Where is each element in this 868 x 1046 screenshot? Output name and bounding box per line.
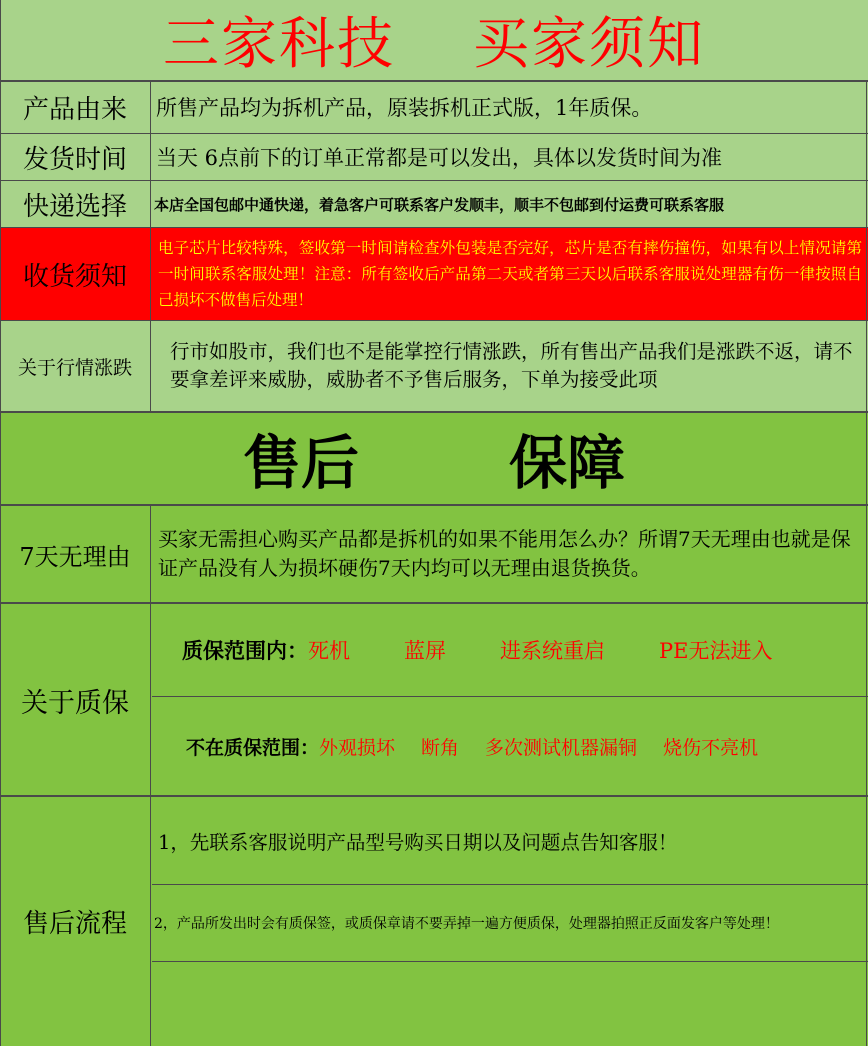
divider xyxy=(0,504,868,506)
in-scope-item: 蓝屏 xyxy=(404,639,446,663)
after-sales-title xyxy=(0,412,868,504)
notice-text-origin: 所售产品均为拆机产品，原装拆机正式版，1年质保。 xyxy=(156,96,653,120)
divider xyxy=(0,180,868,181)
warranty-in-scope xyxy=(182,604,864,696)
divider xyxy=(0,133,868,134)
warranty-out-scope xyxy=(186,697,864,795)
out-scope-item: 外观损坏 xyxy=(319,736,396,759)
process-label: 售后流程 xyxy=(22,909,127,939)
buyer-notice-title: 买家须知 xyxy=(473,12,705,77)
divider xyxy=(0,227,868,228)
divider xyxy=(0,411,868,413)
notice-text-shipping: 当天 6点前下的订单正常都是可以发出，具体以发货时间为准 xyxy=(156,146,723,170)
after-sales-title-right: 保障 xyxy=(509,429,626,497)
out-scope-item: 断角 xyxy=(421,736,460,759)
seven-day-label: 7天无理由 xyxy=(19,542,131,571)
notice-label-receiving: 收货须知 xyxy=(22,261,127,292)
seven-day-text: 买家无需担心购买产品都是拆机的如果不能用怎么办？所谓7天无理由也就是保证产品没有人为损坏硬伤7天内均可以无理由退货换货。 xyxy=(158,527,851,580)
process-step-1: 1，先联系客服说明产品型号购买日期以及问题点告知客服！ xyxy=(158,831,678,854)
process-step-2: 2，产品所发出时会有质保签，或质保章请不要弄掉一遍方便质保，处理器拍照正反面发客户等处理！ xyxy=(154,916,779,932)
notice-label-courier: 快递选择 xyxy=(22,191,127,222)
divider xyxy=(152,961,868,962)
border-right xyxy=(866,80,867,1046)
notice-text-receiving: 电子芯片比较特殊，签收第一时间请检查外包装是否完好，芯片是否有摔伤撞伤，如果有以上情况请第一时间联系客服处理！注意：所有签收后产品第二天或者第三天以后联系客服说处理器有伤一律按照自己损坏不做售后处理！ xyxy=(158,239,862,309)
divider xyxy=(0,602,868,604)
in-scope-item: PE无法进入 xyxy=(659,639,773,663)
out-scope-item: 烧伤不亮机 xyxy=(663,736,759,759)
notice-text-courier: 本店全国包邮中通快递，着急客户可联系客户发顺丰，顺丰不包邮到付运费可联系客服 xyxy=(154,195,725,214)
notice-label-origin: 产品由来 xyxy=(22,94,127,125)
divider xyxy=(0,320,868,321)
out-scope-prefix: 不在质保范围： xyxy=(186,736,320,759)
warranty-label: 关于质保 xyxy=(21,687,129,719)
border-left xyxy=(0,0,1,1046)
in-scope-item: 进系统重启 xyxy=(500,639,605,663)
notice-label-shipping: 发货时间 xyxy=(22,144,127,175)
divider xyxy=(152,884,868,885)
divider xyxy=(0,80,868,82)
column-divider xyxy=(150,80,151,412)
column-divider xyxy=(150,504,151,1046)
page-title xyxy=(0,0,868,80)
shop-name: 三家科技 xyxy=(163,12,395,77)
divider xyxy=(0,795,868,797)
in-scope-item: 死机 xyxy=(308,639,350,663)
notice-text-market: 行市如股市，我们也不是能掌控行情涨跌，所有售出产品我们是涨跌不返，请不要拿差评来威胁，威胁者不予售后服务，下单为接受此项 xyxy=(170,340,853,391)
in-scope-prefix: 质保范围内： xyxy=(182,638,308,663)
notice-label-market: 关于行情涨跌 xyxy=(17,357,132,379)
out-scope-item: 多次测试机器漏铜 xyxy=(485,736,638,759)
after-sales-title-left: 售后 xyxy=(242,429,359,497)
divider xyxy=(152,696,868,697)
